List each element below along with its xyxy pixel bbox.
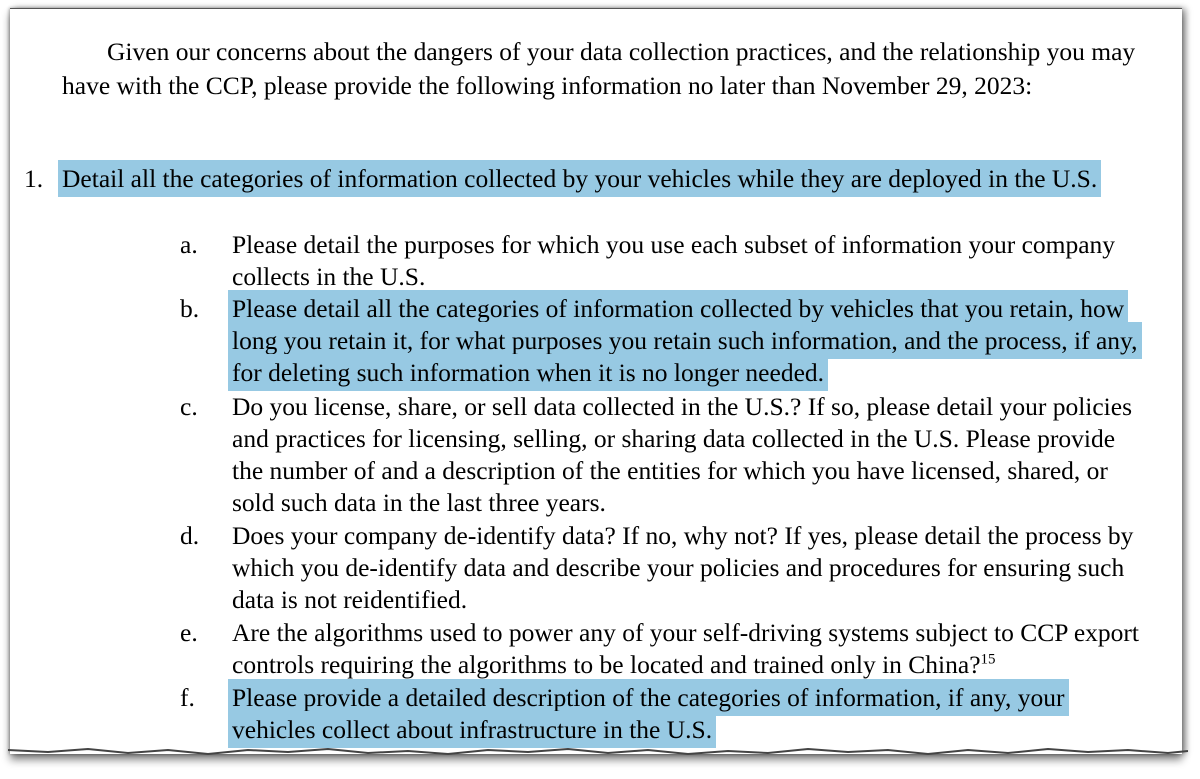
subitem-letter: c. xyxy=(180,392,198,421)
highlight: Detail all the categories of information collected by your vehicles while they are deployed in the U.S. xyxy=(62,164,1098,193)
document-page xyxy=(10,8,1182,754)
highlight: Please provide a detailed description of the categories of information, if any, your vehicles collect about infrastructure in the U.S. xyxy=(232,683,1065,744)
numbered-item-text xyxy=(62,162,1170,195)
subitem-letter: a. xyxy=(180,230,198,259)
highlight: Please detail all the categories of information collected by vehicles that you retain, how long you retain it, for what purposes you retain such information, and the process, if any, for deleting such information when it is no longer needed. xyxy=(232,294,1138,387)
footnote-marker: 15 xyxy=(980,651,996,668)
subitem-text xyxy=(232,617,1152,681)
subitem-text: Please detail the purposes for which you use each subset of information your company collects in the U.S. xyxy=(232,230,1116,291)
subitem-text: Does your company de-identify data? If no, why not? If yes, please detail the process by which you de-identify data and describe your policies and procedures for ensuring such data is not reidentified. xyxy=(232,521,1134,614)
subitem-text-body: Are the algorithms used to power any of your self-driving systems subject to CCP export controls requiring the algorithms to be located and trained only in China? xyxy=(232,618,1139,679)
subitem-letter: f. xyxy=(180,683,195,712)
list-number: 1. xyxy=(24,164,44,193)
subitem-letter: d. xyxy=(180,521,200,550)
subitem-text xyxy=(232,293,1152,389)
intro-paragraph: Given our concerns about the dangers of your data collection practices, and the relationship you may have with the CCP, please provide the following information no later than November 29, 2023: xyxy=(62,37,1136,100)
torn-edge xyxy=(8,748,1188,762)
subitem-letter: b. xyxy=(180,294,200,323)
subitem-letter: e. xyxy=(180,618,198,647)
subitem-text xyxy=(232,682,1152,746)
subitem-text: Do you license, share, or sell data collected in the U.S.? If so, please detail your policies and practices for licensing, selling, or sharing data collected in the U.S. Please provide the number of and a description of the entities for which you have licensed, shared, or sold such data in the last three years. xyxy=(232,392,1133,517)
